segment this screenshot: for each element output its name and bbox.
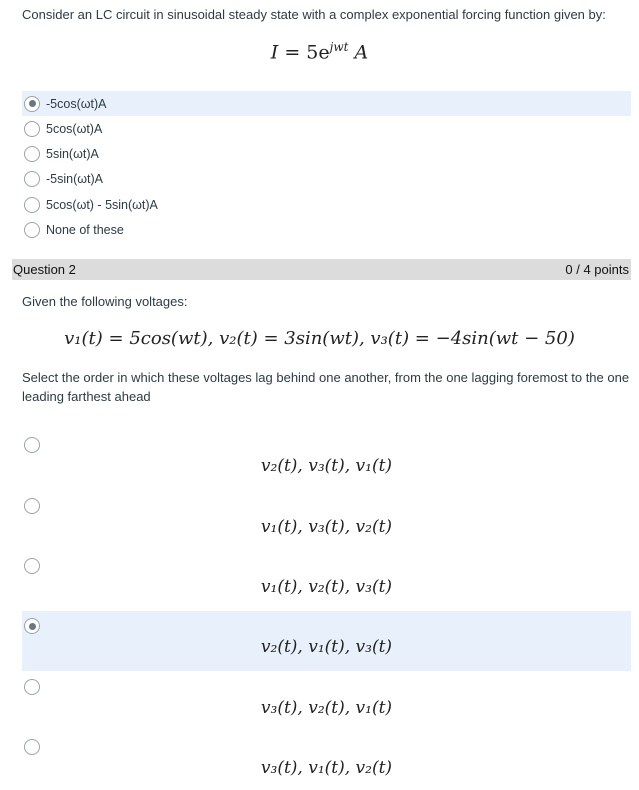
option-label: v₃(t), v₂(t), v₁(t): [260, 698, 393, 718]
q2-option-1[interactable]: [22, 430, 631, 490]
radio-button[interactable]: [24, 96, 40, 112]
option-label: v₁(t), v₂(t), v₃(t): [260, 577, 393, 597]
q1-option-2[interactable]: [22, 116, 631, 141]
radio-button[interactable]: [24, 121, 40, 137]
radio-button[interactable]: [24, 618, 40, 634]
option-label: v₂(t), v₁(t), v₃(t): [260, 637, 393, 657]
radio-button[interactable]: [24, 197, 40, 213]
radio-button[interactable]: [24, 171, 40, 187]
radio-button[interactable]: [24, 222, 40, 238]
radio-button[interactable]: [24, 498, 40, 514]
option-label: 5sin(ωt)A: [46, 146, 99, 161]
option-label: v₁(t), v₃(t), v₂(t): [260, 517, 393, 537]
q2-option-5[interactable]: [22, 672, 631, 732]
q2-option-6[interactable]: [22, 732, 631, 790]
question1-prompt: Consider an LC circuit in sinusoidal steady state with a complex exponential forcing function given by:: [22, 7, 606, 22]
radio-button[interactable]: [24, 679, 40, 695]
q1-option-5[interactable]: [22, 192, 631, 217]
option-label: v₂(t), v₃(t), v₁(t): [260, 456, 393, 476]
q1-option-6[interactable]: [22, 217, 631, 242]
radio-button[interactable]: [24, 739, 40, 755]
q2-option-3[interactable]: [22, 551, 631, 611]
option-label: v₃(t), v₁(t), v₂(t): [260, 758, 393, 778]
formula-exponent: jwt: [329, 40, 349, 54]
radio-button[interactable]: [24, 146, 40, 162]
q1-option-1[interactable]: [22, 91, 631, 116]
question2-header: [12, 259, 631, 280]
option-label: -5cos(ωt)A: [46, 96, 107, 111]
formula-lhs: I: [270, 41, 279, 64]
q1-option-4[interactable]: [22, 166, 631, 191]
option-label: None of these: [46, 222, 124, 237]
question2-given: Given the following voltages:: [22, 294, 188, 309]
voltages-formula: v₁(t) = 5cos(wt), v₂(t) = 3sin(wt), v₃(t) = −4sin(wt − 50): [64, 328, 575, 349]
q1-option-3[interactable]: [22, 141, 631, 166]
option-label: 5cos(ωt)A: [46, 121, 103, 136]
q2-option-2[interactable]: [22, 491, 631, 551]
question2-formula: [0, 328, 639, 349]
radio-button[interactable]: [24, 558, 40, 574]
question2-instruction: Select the order in which these voltages lag behind one another, from the one lagging foremost to the one leading farthest ahead: [22, 370, 630, 404]
question-title: Question 2: [13, 262, 76, 277]
question1-formula: [0, 40, 639, 63]
option-label: -5sin(ωt)A: [46, 171, 103, 186]
option-label: 5cos(ωt) - 5sin(ωt)A: [46, 197, 158, 212]
formula-unit: A: [348, 41, 369, 64]
formula-eq: = 5e: [278, 41, 330, 64]
radio-button[interactable]: [24, 437, 40, 453]
q2-option-4[interactable]: [22, 611, 631, 671]
points-badge: 0 / 4 points: [565, 262, 629, 277]
